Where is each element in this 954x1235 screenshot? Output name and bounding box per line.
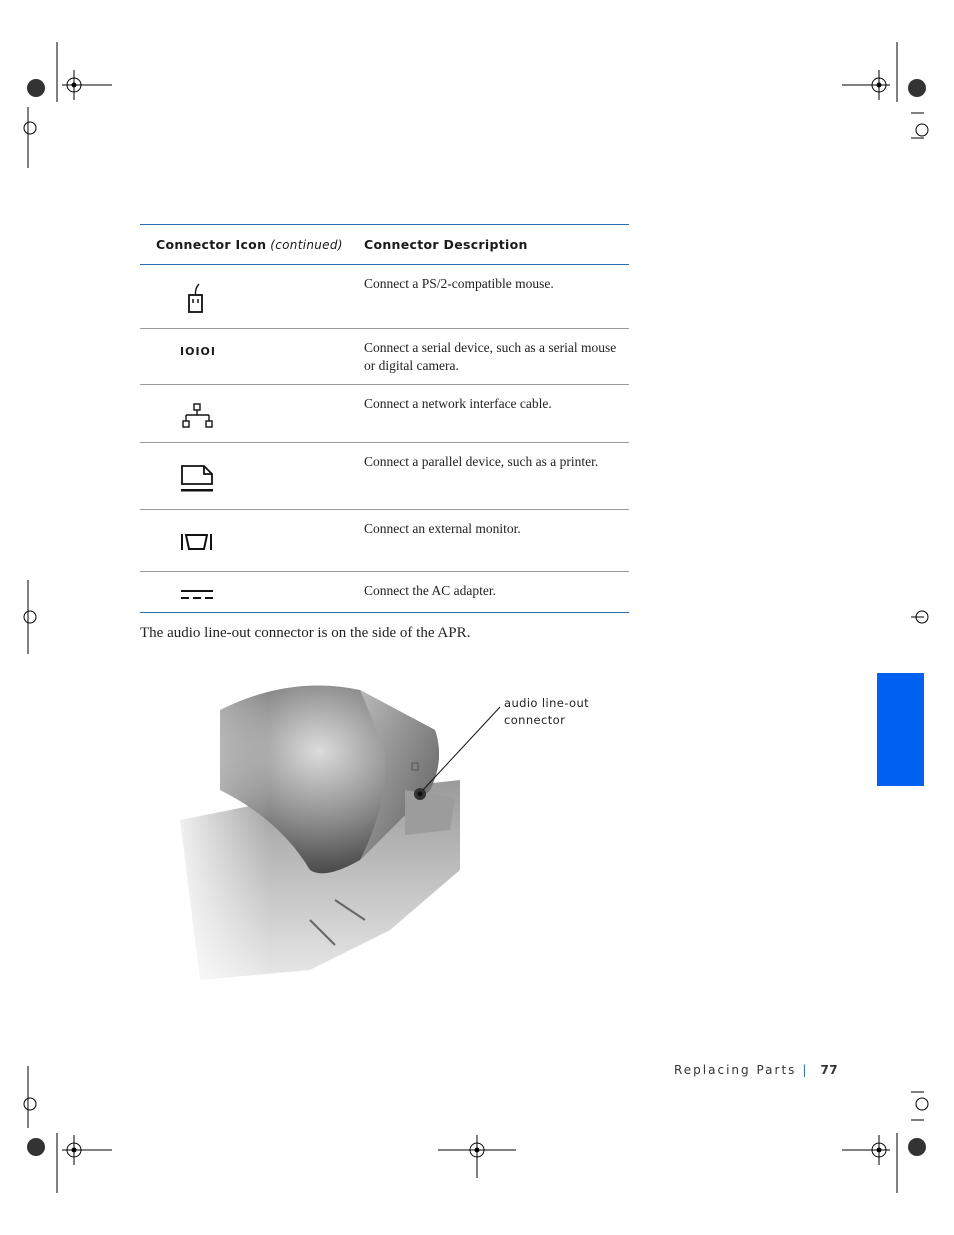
header-description-column: Connector Description bbox=[364, 237, 528, 252]
footer-separator: | bbox=[802, 1063, 809, 1077]
callout-line-2: connector bbox=[504, 713, 566, 727]
table-row bbox=[140, 572, 629, 613]
row-description: Connect a network interface cable. bbox=[364, 396, 552, 411]
dc-power-icon bbox=[176, 588, 216, 602]
row-description: Connect a parallel device, such as a printer. bbox=[364, 454, 599, 469]
header-continued-note: (continued) bbox=[270, 238, 343, 252]
audio-callout-label bbox=[504, 695, 624, 729]
table-header bbox=[140, 225, 629, 265]
header-icon-label: Connector Icon bbox=[156, 237, 267, 252]
page-footer bbox=[674, 1063, 838, 1077]
table-row bbox=[140, 510, 629, 572]
header-icon-column bbox=[156, 237, 343, 252]
parallel-printer-icon bbox=[176, 465, 216, 495]
callout-line-1: audio line-out bbox=[504, 696, 590, 710]
page-number: 77 bbox=[820, 1063, 839, 1077]
row-description: Connect a PS/2-compatible mouse. bbox=[364, 276, 554, 291]
connector-table bbox=[140, 224, 629, 613]
body-caption: The audio line-out connector is on the side of the APR. bbox=[140, 625, 471, 641]
row-description: Connect the AC adapter. bbox=[364, 583, 496, 598]
table-row bbox=[140, 265, 629, 329]
monitor-vga-icon bbox=[176, 532, 216, 554]
serial-port-icon: IOIOI bbox=[180, 345, 216, 358]
table-row bbox=[140, 385, 629, 443]
chapter-tab bbox=[877, 673, 924, 786]
table-row bbox=[140, 329, 629, 385]
ps2-mouse-icon bbox=[176, 283, 216, 315]
footer-section: Replacing Parts bbox=[674, 1063, 797, 1077]
row-description: Connect a serial device, such as a serial mouse or digital camera. bbox=[364, 340, 617, 373]
table-row bbox=[140, 443, 629, 510]
network-icon bbox=[176, 403, 216, 431]
row-description: Connect an external monitor. bbox=[364, 521, 521, 536]
